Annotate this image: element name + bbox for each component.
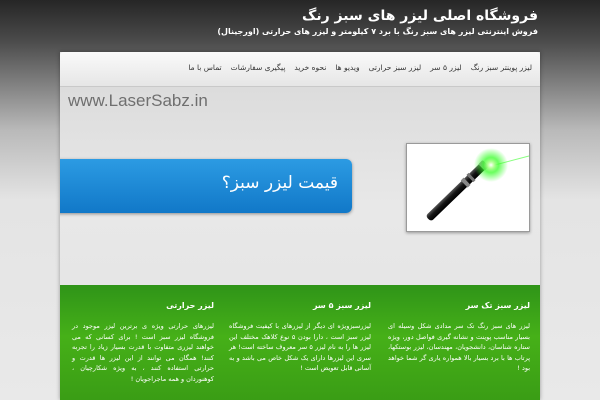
feature-single-head-text: لیزر های سبز رنگ تک سر مدادی شکل وسیله ای بسیار مناسب پوینت و نشانه گیری فواصل دور، ویژه ستاره شناسان، دانشجویان، مهندسان، لیزر بوستکها، پرتاب ها با برد بسیار بالا همواره یاری گر شما خواهد بود ! <box>388 322 530 372</box>
nav-item-thermal-green-laser[interactable]: لیزر سبز حرارتی <box>368 63 422 72</box>
nav-item-order-tracking[interactable]: پیگیری سفارشات <box>230 63 286 72</box>
feature-thermal <box>72 285 214 400</box>
price-question-text: قیمت لیزر سبز؟ <box>221 173 338 193</box>
site-tagline: فروش اینترنتی لیزر های سبز رنگ با برد ۷ کیلومتر و لیزر های حرارتی (اورجینال) <box>217 27 538 36</box>
feature-columns <box>60 285 540 400</box>
main-panel <box>60 52 540 400</box>
laser-pointer-icon <box>407 144 529 231</box>
nav-item-green-laser-pointer[interactable]: لیزر پوینتر سبز رنگ <box>470 63 532 72</box>
site-title[interactable]: فروشگاه اصلی لیزر های سبز رنگ <box>302 8 538 24</box>
nav-item-videos[interactable]: ویدیو ها <box>335 63 360 72</box>
product-image-frame[interactable] <box>406 143 530 232</box>
feature-five-head-title[interactable]: لیزر سبز ۵ سر <box>312 301 371 310</box>
feature-single-head-title[interactable]: لیزر سبز تک سر <box>465 301 530 310</box>
hero-slider <box>60 87 540 285</box>
site-watermark: www.LaserSabz.in <box>68 91 208 110</box>
price-question-banner[interactable] <box>60 159 352 213</box>
feature-thermal-title[interactable]: لیزر حرارتی <box>166 301 214 310</box>
main-nav <box>60 52 540 87</box>
nav-item-how-to-buy[interactable]: نحوه خرید <box>294 63 327 72</box>
feature-single-head <box>388 285 530 400</box>
nav-item-contact-us[interactable]: تماس با ما <box>188 63 222 72</box>
feature-five-head-text: لیزرسبزویژه ای دیگر از لیزرهای با کیفیت فروشگاه لیزر سبز است ، دارا بودن ۵ نوع کلاهک مختلف این لیزر ها را به نام لیزر ۵ سر معروف ساخته است! هر سری این لیزرها دارای یک شکل خاص می باشد و به آسانی قابل تعویض است ! <box>229 322 371 372</box>
feature-five-head <box>229 285 371 400</box>
nav-item-five-head-laser[interactable]: لیزر ۵ سر <box>430 63 462 72</box>
feature-thermal-text: لیزرهای حرارتی ویژه ی برترین لیزر موجود در فروشگاه لیزر سبز است ! برای کسانی که می خواهند لیزری متفاوت با قدرت بسیار زیاد را تجربه کنند! همگان می توانند از این لیزر ها قدرت و حرارتی استفاده کنند ، به ویژه شکارچیان ، کوهنوردان و همه ماجراجویان ! <box>72 322 214 383</box>
site-header <box>0 0 600 52</box>
